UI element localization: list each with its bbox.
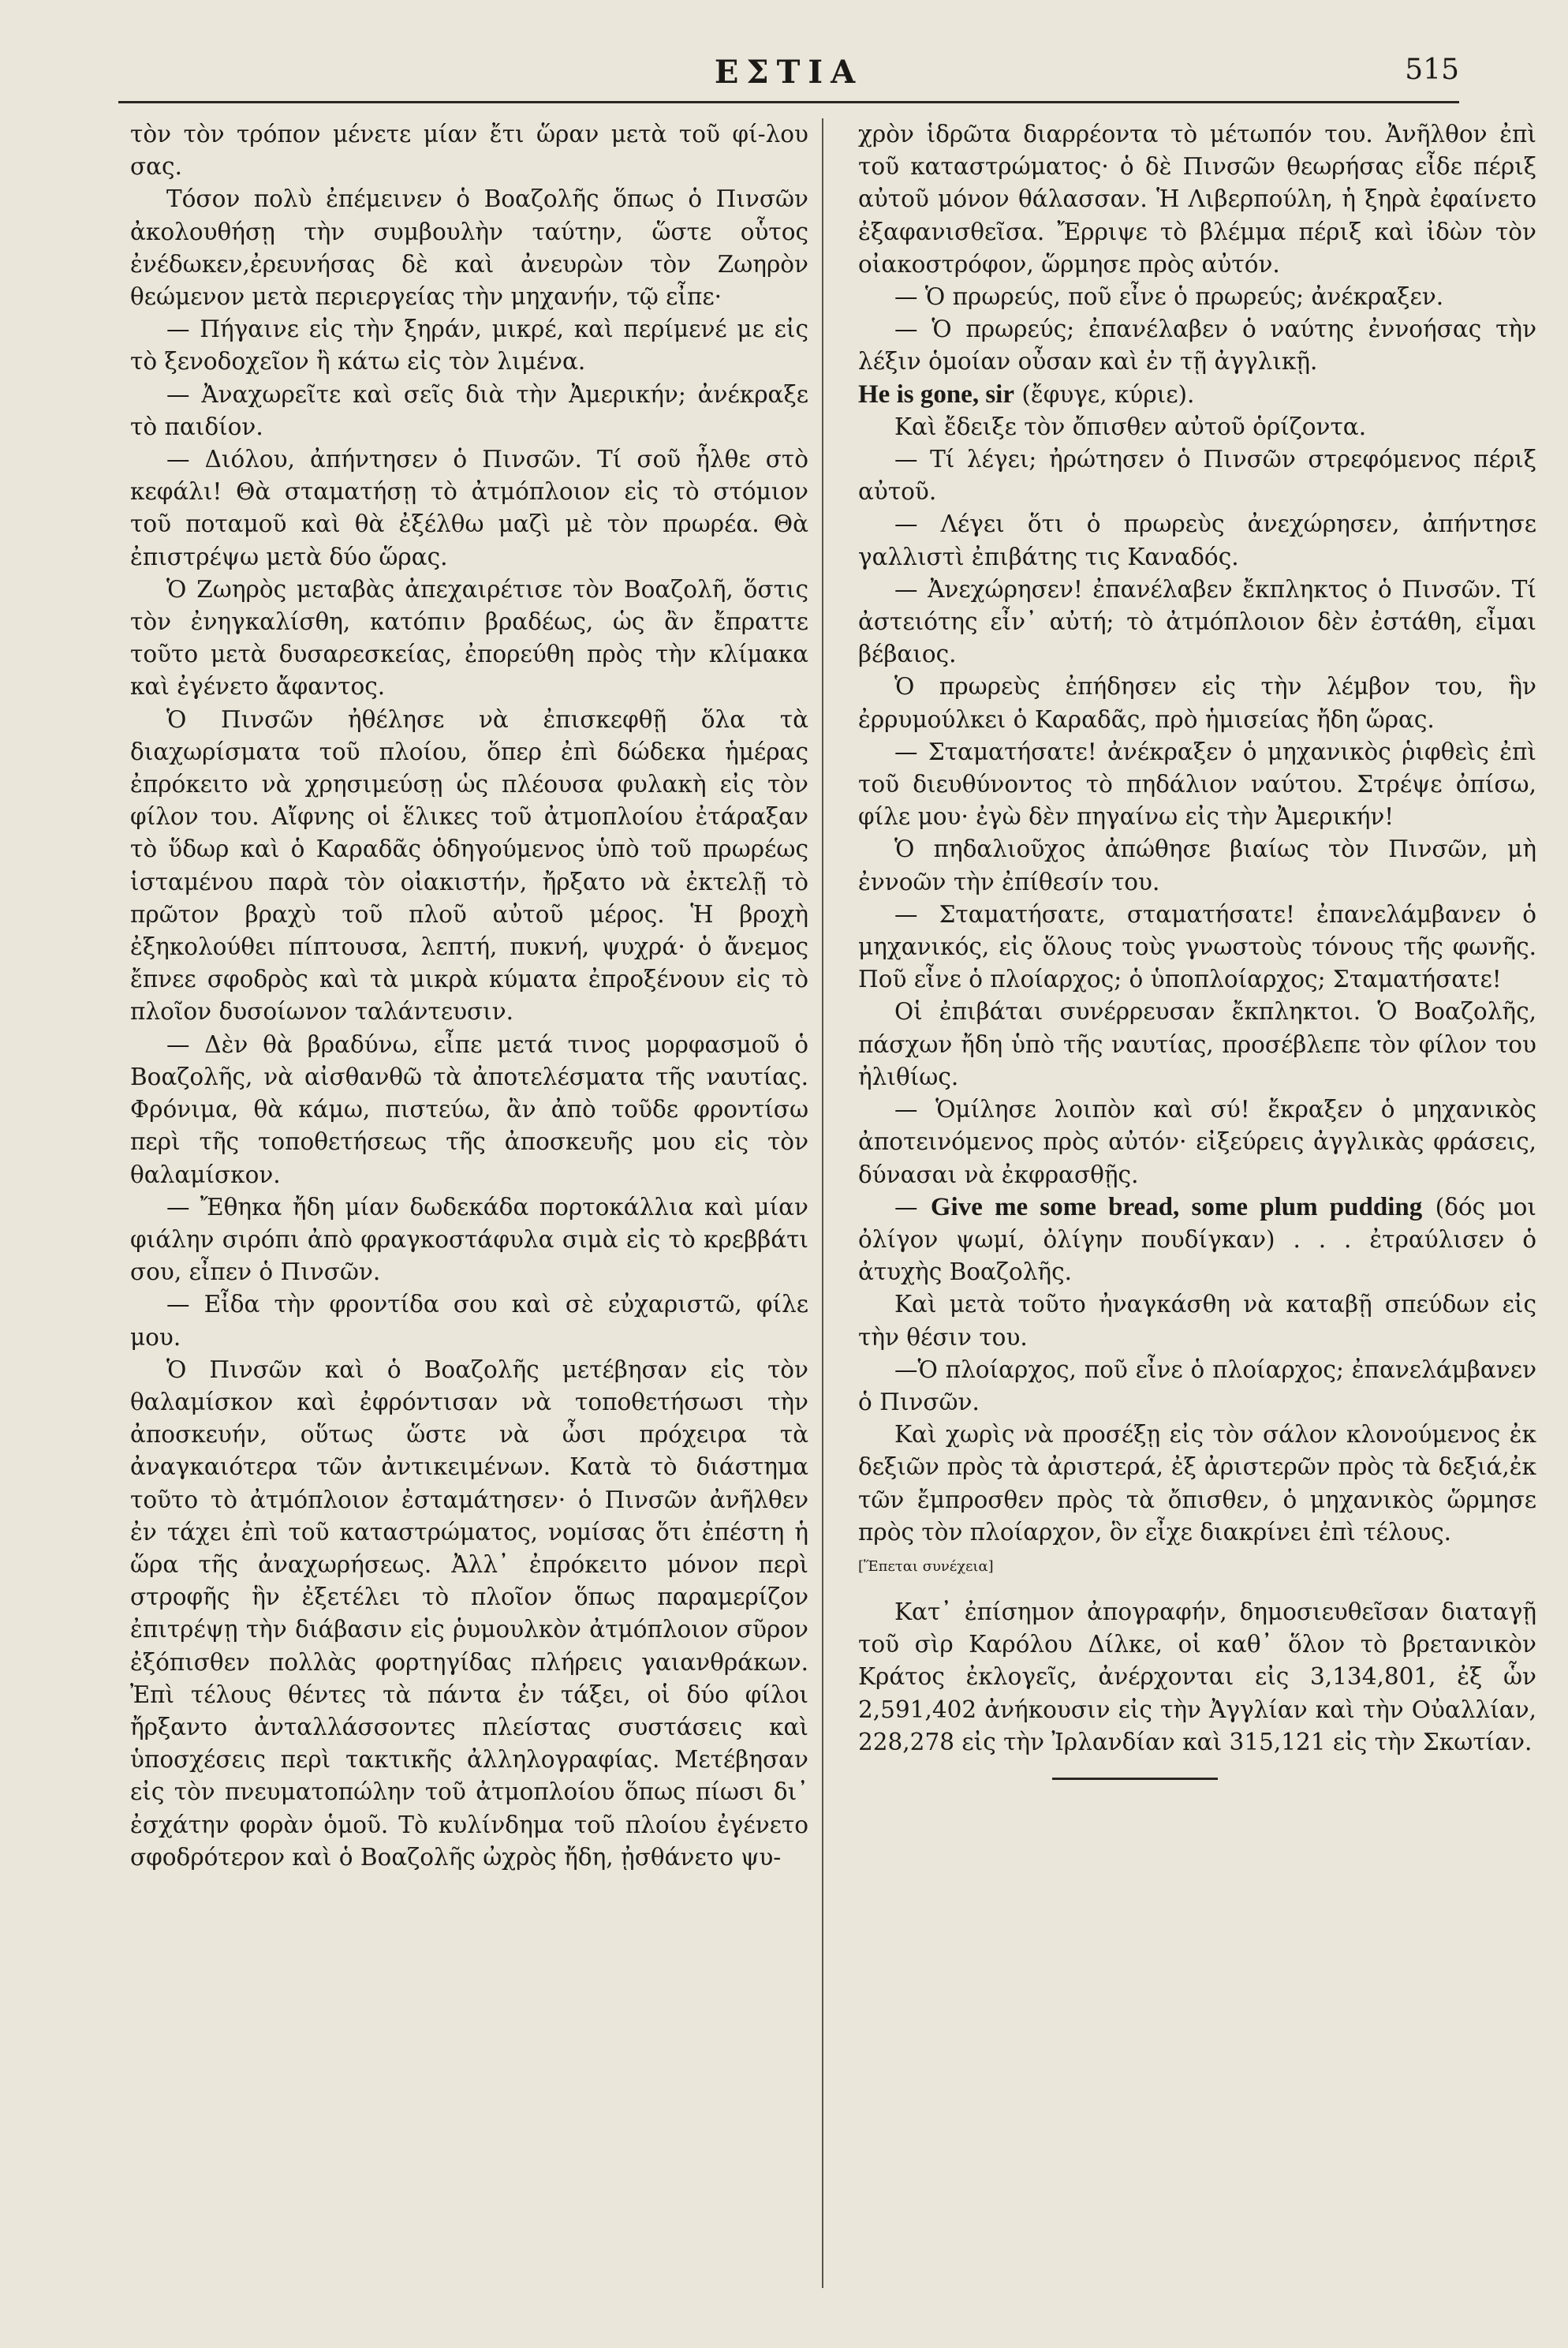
paragraph: Καὶ ἔδειξε τὸν ὄπισθεν αὐτοῦ ὁρίζοντα. [894,413,1367,440]
left-column [130,118,808,1874]
paragraph: — Ἔθηκα ἤδη μίαν δωδεκάδα πορτοκάλλια καὶ μίαν φιάλην σιρόπι ἀπὸ φραγκοστάφυλα σιμὰ εἰς τὸ κρεββάτι σου, εἶπεν ὁ Πινσῶν. [130,1193,808,1286]
paragraph: τὸν τὸν τρόπον μένετε μίαν ἔτι ὥραν μετὰ τοῦ φί-λου σας. [130,121,808,181]
paragraph: Καὶ χωρὶς νὰ προσέξῃ εἰς τὸν σάλον κλονούμενος ἐκ δεξιῶν πρὸς τὰ ἀριστερά, ἐξ ἀριστερῶν πρὸς τὰ δεξιά,ἐκ τῶν ἔμπροσθεν πρὸς τὰ ὄπισθεν, ὁ μηχανικὸς ὥρμησε πρὸς τὸν πλοίαρχον, ὃν εἶχε διακρίνει ἐπὶ τέλους. [858,1421,1536,1546]
paragraph: — Τί λέγει; ἠρώτησεν ὁ Πινσῶν στρεφόμενος πέριξ αὐτοῦ. [858,446,1536,506]
paragraph: — Ἀναχωρεῖτε καὶ σεῖς διὰ τὴν Ἀμερικήν; ἀνέκραξε τὸ παιδίον. [130,380,808,440]
paragraph: Οἱ ἐπιβάται συνέρρευσαν ἔκπληκτοι. Ὁ Βοαζολῆς, πάσχων ἤδη ὑπὸ τῆς ναυτίας, προσέβλεπε τὸν φίλον του ἠλιθίως. [858,998,1536,1090]
paragraph [858,379,1536,411]
column-divider [822,118,823,2288]
paragraph-text: (δός μοι ὀλίγον ψωμί, ὀλίγην πουδίγκαν) . . . ἐτραύλισεν ὁ ἀτυχὴς Βοαζολῆς. [858,1193,1536,1286]
paragraph: Ὁ πηδαλιοῦχος ἀπώθησε βιαίως τὸν Πινσῶν, μὴ ἐννοῶν τὴν ἐπίθεσίν του. [858,836,1536,895]
paragraph-text: (ἔφυγε, κύριε). [1014,380,1195,408]
paragraph: Καὶ μετὰ τοῦτο ἠναγκάσθη νὰ καταβῇ σπεύδων εἰς τὴν θέσιν του. [858,1291,1536,1351]
paragraph: χρὸν ἱδρῶτα διαρρέοντα τὸ μέτωπόν του. Ἀνῆλθον ἐπὶ τοῦ καταστρώματος· ὁ δὲ Πινσῶν θεωρήσας εἶδε πέριξ αὐτοῦ μόνον θάλασσαν. Ἡ Λιβερπούλη, ἡ ξηρὰ ἐφαίνετο ἐξαφανισθεῖσα. Ἔρριψε τὸ βλέμμα πέριξ καὶ ἰδὼν τὸν οἰακοστρόφον, ὥρμησε πρὸς αὐτόν. [858,121,1536,278]
page-header [118,47,1459,103]
paragraph: — Πήγαινε εἰς τὴν ξηράν, μικρέ, καὶ περίμενέ με εἰς τὸ ξενοδοχεῖον ἢ κάτω εἰς τὸν λιμένα. [130,316,808,376]
paragraph: — Ὁμίλησε λοιπὸν καὶ σύ! ἔκραξεν ὁ μηχανικὸς ἀποτεινόμενος πρὸς αὐτόν· εἰξεύρεις ἀγγλικὰς φράσεις, δύνασαι νὰ ἐκφρασθῇς. [858,1096,1536,1188]
paragraph: — Εἶδα τὴν φροντίδα σου καὶ σὲ εὐχαριστῶ, φίλε μου. [130,1291,808,1351]
english-phrase: He is gone, sir [858,379,1014,409]
paragraph: — Ὁ πρωρεύς; ἐπανέλαβεν ὁ ναύτης ἐννοήσας τὴν λέξιν ὁμοίαν οὖσαν καὶ ἐν τῇ ἀγγλικῇ. [858,316,1536,376]
end-rule [1052,1778,1218,1780]
paragraph: —Ὁ πλοίαρχος, ποῦ εἶνε ὁ πλοίαρχος; ἐπανελάμβανεν ὁ Πινσῶν. [858,1355,1536,1415]
paragraph: Ὁ Ζωηρὸς μεταβὰς ἀπεχαιρέτισε τὸν Βοαζολῆ, ὅστις τὸν ἐνηγκαλίσθη, κατόπιν βραδέως, ὡς ἂν ἔπραττε τοῦτο μετὰ δυσαρεσκείας, ἐπορεύθη πρὸς τὴν κλίμακα καὶ ἐγένετο ἄφαντος. [130,575,808,701]
paragraph: — Ἀνεχώρησεν! ἐπανέλαβεν ἔκπληκτος ὁ Πινσῶν. Τί ἀστειότης εἶν᾽ αὐτή; τὸ ἀτμόπλοιον δὲν ἐστάθη, εἶμαι βέβαιος. [858,575,1536,668]
paragraph: — Λέγει ὅτι ὁ πρωρεὺς ἀνεχώρησεν, ἀπήντησε γαλλιστὶ ἐπιβάτης τις Καναδός. [858,510,1536,570]
journal-title: ΕΣΤΙΑ [714,54,864,91]
paragraph: — Δὲν θὰ βραδύνω, εἶπε μετά τινος μορφασμοῦ ὁ Βοαζολῆς, νὰ αἰσθανθῶ τὰ ἀποτελέσματα τῆς ναυτίας. Φρόνιμα, θὰ κάμω, πιστεύω, ἂν ἀπὸ τοῦδε φροντίσω περὶ τῆς τοποθετήσεως τῆς ἀποσκευῆς μου εἰς τὸν θαλαμίσκον. [130,1030,808,1188]
paragraph: — Ὁ πρωρεύς, ποῦ εἶνε ὁ πρωρεύς; ἀνέκραξεν. [894,283,1444,311]
continuation-note: [Ἕπεται συνέχεια] [858,1557,994,1575]
paragraph: — Διόλου, ἀπήντησεν ὁ Πινσῶν. Τί σοῦ ἦλθε στὸ κεφάλι! Θὰ σταματήσῃ τὸ ἀτμόπλοιον εἰς τὸ στόμιον τοῦ ποταμοῦ καὶ θὰ ἐξέλθω μαζὶ μὲ τὸν πρωρέα. Θὰ ἐπιστρέψω μετὰ δύο ὥρας. [130,446,808,570]
paragraph [858,1191,1536,1289]
paragraph: Τόσον πολὺ ἐπέμεινεν ὁ Βοαζολῆς ὅπως ὁ Πινσῶν ἀκολουθήσῃ τὴν συμβουλὴν ταύτην, ὥστε οὗτος ἐνέδωκεν,ἐρευνήσας δὲ καὶ ἀνευρὼν τὸν Ζωηρὸν θεώμενον μετὰ περιεργείας τὴν μηχανήν, τῷ εἶπε· [130,185,808,311]
paragraph: — Σταματήσατε, σταματήσατε! ἐπανελάμβανεν ὁ μηχανικός, εἰς ὅλους τοὺς γνωστοὺς τόνους τῆς φωνῆς. Ποῦ εἶνε ὁ πλοίαρχος; ὁ ὑποπλοίαρχος; Σταματήσατε! [858,900,1536,993]
paragraph: — Σταματήσατε! ἀνέκραξεν ὁ μηχανικὸς ῥιφθεὶς ἐπὶ τοῦ διευθύνοντος τὸ πηδάλιον ναύτου. Στρέψε ὀπίσω, φίλε μου· ἐγὼ δὲν πηγαίνω εἰς τὴν Ἀμερικήν! [858,738,1536,831]
paragraph: Ὁ Πινσῶν καὶ ὁ Βοαζολῆς μετέβησαν εἰς τὸν θαλαμίσκον καὶ ἐφρόντισαν νὰ τοποθετήσωσι τὴν ἀποσκευήν, οὕτως ὥστε νὰ ὦσι πρόχειρα τὰ ἀναγκαιότερα τῶν ἀντικειμένων. Κατὰ τὸ διάστημα τοῦτο τὸ ἀτμόπλοιον ἐσταμάτησεν· ὁ Πινσῶν ἀνῆλθεν ἐν τάχει ἐπὶ τοῦ καταστρώματος, νομίσας ὅτι ἐπέστη ἡ ὥρα τῆς ἀναχωρήσεως. Ἀλλ᾽ ἐπρόκειτο μόνον περὶ στροφῆς ἣν ἐξετέλει τὸ πλοῖον ὅπως παραμερίζον ἐπιτρέψῃ τὴν διάβασιν εἰς ῥυμουλκὸν ἀτμόπλοιον σῦρον ἐξόπισθεν πολλὰς φορτηγίδας πλήρεις γαιανθράκων. Ἐπὶ τέλους θέντες τὰ πάντα ἐν τάξει, οἱ δύο φίλοι ἤρξαντο ἀνταλλάσσοντες πλείστας συστάσεις καὶ ὑποσχέσεις περὶ τακτικῆς ἀλληλογραφίας. Μετέβησαν εἰς τὸν πνευματοπώλην τοῦ ἀτμοπλοίου ὅπως πίωσι δι᾽ ἐσχάτην φορὰν ὁμοῦ. Τὸ κυλίνδημα τοῦ πλοίου ἐγένετο σφοδρότερον καὶ ὁ Βοαζολῆς ὠχρὸς ἤδη, ᾐσθάνετο ψυ- [130,1355,808,1871]
news-item: Κατ᾽ ἐπίσημον ἀπογραφήν, δημοσιευθεῖσαν διαταγῇ τοῦ σὶρ Καρόλου Δίλκε, οἱ καθ᾽ ὅλον τὸ βρετανικὸν Κράτος ἐκλογεῖς, ἀνέρχονται εἰς 3,134,801, ἐξ ὧν 2,591,402 ἀνήκουσιν εἰς τὴν Ἀγγλίαν καὶ τὴν Οὐαλλίαν, 228,278 εἰς τὴν Ἰρλανδίαν καὶ 315,121 εἰς τὴν Σκωτίαν. [858,1598,1536,1755]
english-phrase: Give me some bread, some plum pudding [930,1192,1423,1221]
page-number: 515 [1405,54,1459,86]
right-column [858,118,1536,1780]
paragraph-text: — [894,1193,931,1221]
header-rule [118,101,1459,103]
paragraph: Ὁ Πινσῶν ἠθέλησε νὰ ἐπισκεφθῇ ὅλα τὰ διαχωρίσματα τοῦ πλοίου, ὅπερ ἐπὶ δώδεκα ἡμέρας ἐπρόκειτο νὰ χρησιμεύσῃ ὡς πλέουσα φυλακὴ εἰς τὸν φίλον του. Αἴφνης οἱ ἕλικες τοῦ ἀτμοπλοίου ἐτάραξαν τὸ ὕδωρ καὶ ὁ Καραδᾶς ὁδηγούμενος ὑπὸ τοῦ πρωρέως ἱσταμένου παρὰ τὸν οἰακιστήν, ἤρξατο νὰ ἐκτελῇ τὸ πρῶτον βραχὺ τοῦ πλοῦ αὐτοῦ μέρος. Ἡ βροχὴ ἐξηκολούθει πίπτουσα, λεπτή, πυκνή, ψυχρά· ὁ ἄνεμος ἔπνεε σφοδρὸς καὶ τὰ μικρὰ κύματα ἐπροξένουν εἰς τὸ πλοῖον δυσοίωνον ταλάντευσιν. [130,705,808,1026]
paragraph: Ὁ πρωρεὺς ἐπήδησεν εἰς τὴν λέμβον του, ἣν ἐρρυμούλκει ὁ Καραδᾶς, πρὸ ἡμισείας ἤδη ὥρας. [858,673,1536,733]
